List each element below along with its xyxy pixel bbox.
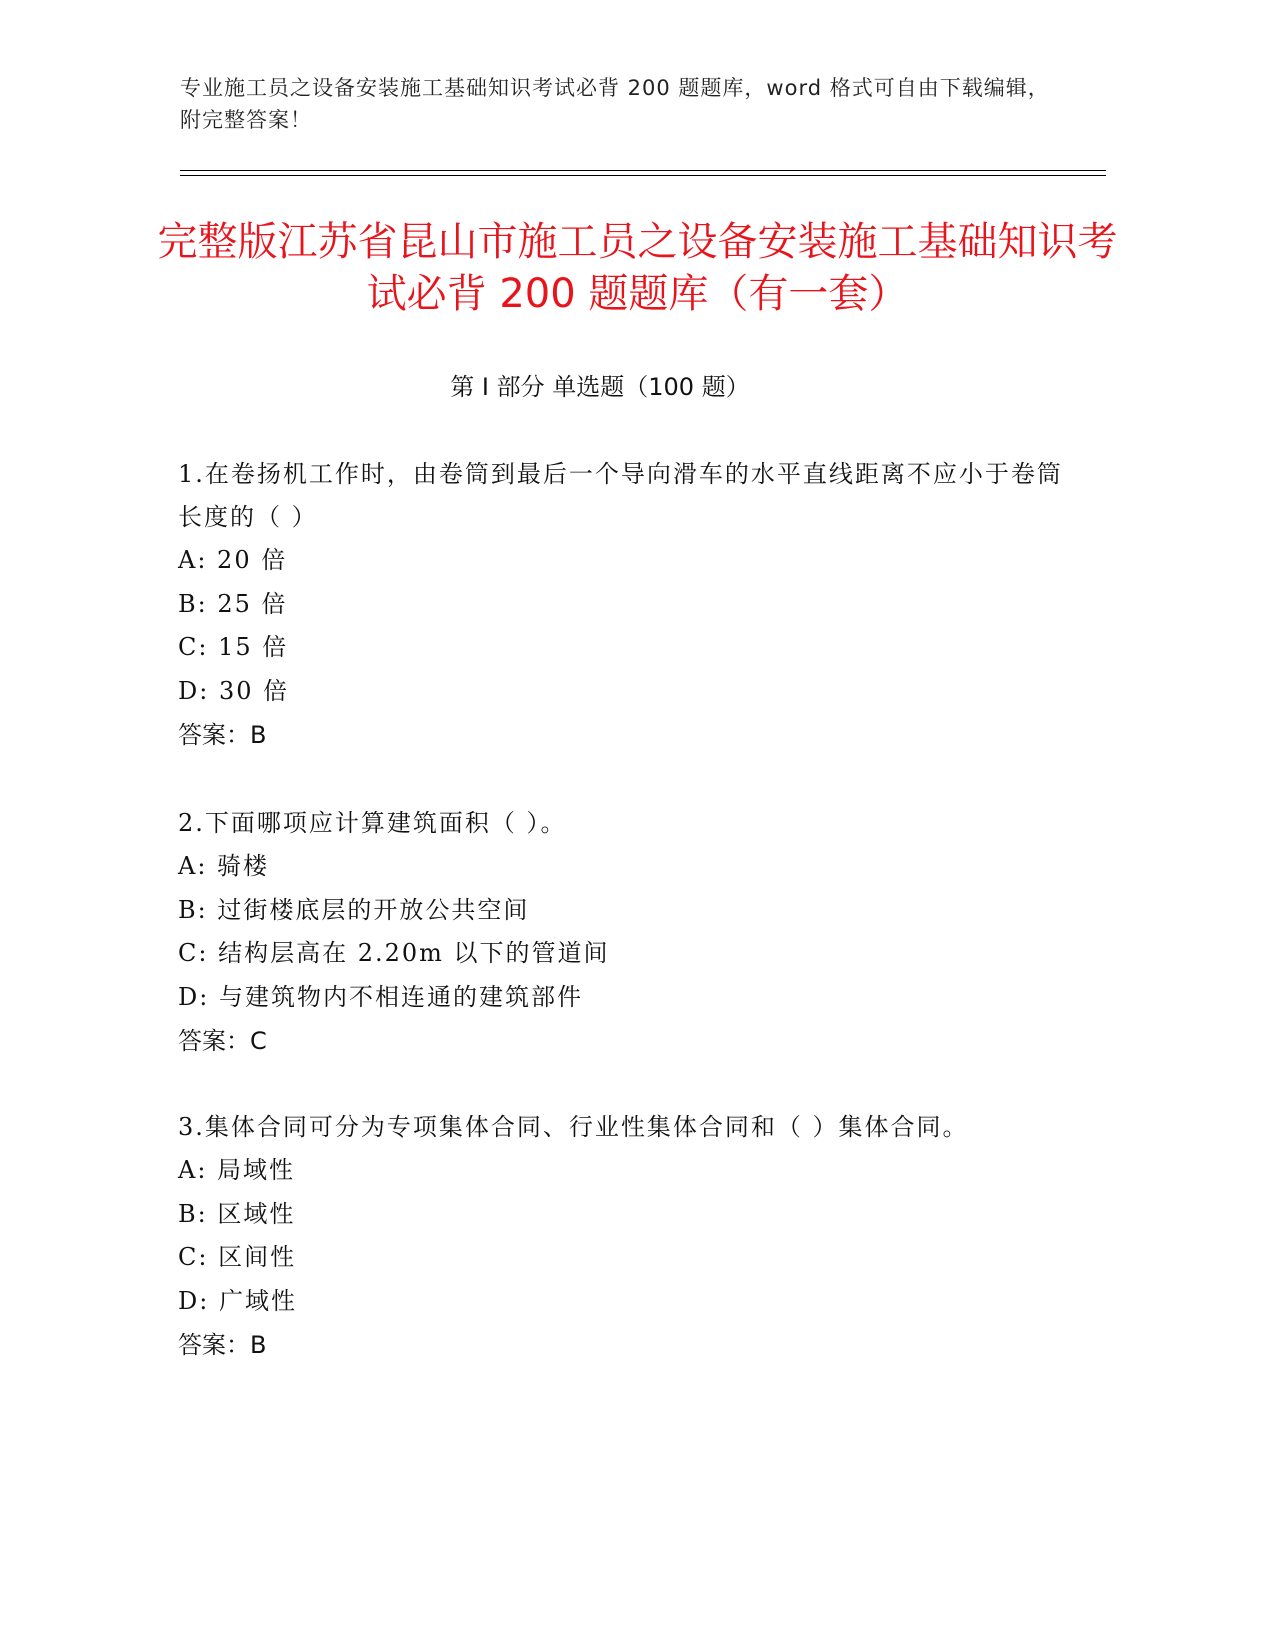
- option-a: A: 局域性: [178, 1156, 296, 1184]
- option-b: B: 过街楼底层的开放公共空间: [178, 895, 530, 924]
- option-c: C: 15 倍: [178, 633, 289, 661]
- option-d: D: 与建筑物内不相连通的建筑部件: [178, 982, 583, 1011]
- option-c: C: 结构层高在 2.20m 以下的管道间: [178, 939, 610, 967]
- answer-line: 答案：C: [178, 1027, 267, 1055]
- option-d: D: 30 倍: [178, 676, 290, 705]
- option-b: B: 区域性: [178, 1199, 296, 1228]
- question-stem: 2.下面哪项应计算建筑面积（ ）。: [178, 809, 567, 837]
- document-title: 完整版江苏省昆山市施工员之设备安装施工基础知识考试必背 200 题题库（有一套）: [157, 219, 1118, 317]
- question-stem: 3.集体合同可分为专项集体合同、行业性集体合同和（ ）集体合同。: [178, 1113, 969, 1141]
- option-c: C: 区间性: [178, 1243, 297, 1271]
- question-block: [178, 453, 1078, 757]
- header-note: 专业施工员之设备安装施工基础知识考试必背 200 题题库，word 格式可自由下载编辑，附完整答案！: [180, 76, 1050, 132]
- answer-line: 答案：B: [178, 721, 267, 749]
- question-block: [178, 1106, 1078, 1367]
- option-a: A: 20 倍: [178, 546, 288, 574]
- answer-line: 答案：B: [178, 1331, 267, 1359]
- question-block: [178, 802, 1078, 1063]
- header-rule-bottom: [180, 175, 1106, 176]
- section-heading: 第 I 部分 单选题（100 题）: [450, 373, 750, 401]
- header-rule-top: [180, 170, 1106, 171]
- option-d: D: 广域性: [178, 1286, 297, 1315]
- question-stem: 1.在卷扬机工作时，由卷筒到最后一个导向滑车的水平直线距离不应小于卷筒长度的（ ）: [178, 460, 1063, 531]
- option-b: B: 25 倍: [178, 589, 288, 618]
- option-a: A: 骑楼: [178, 852, 270, 880]
